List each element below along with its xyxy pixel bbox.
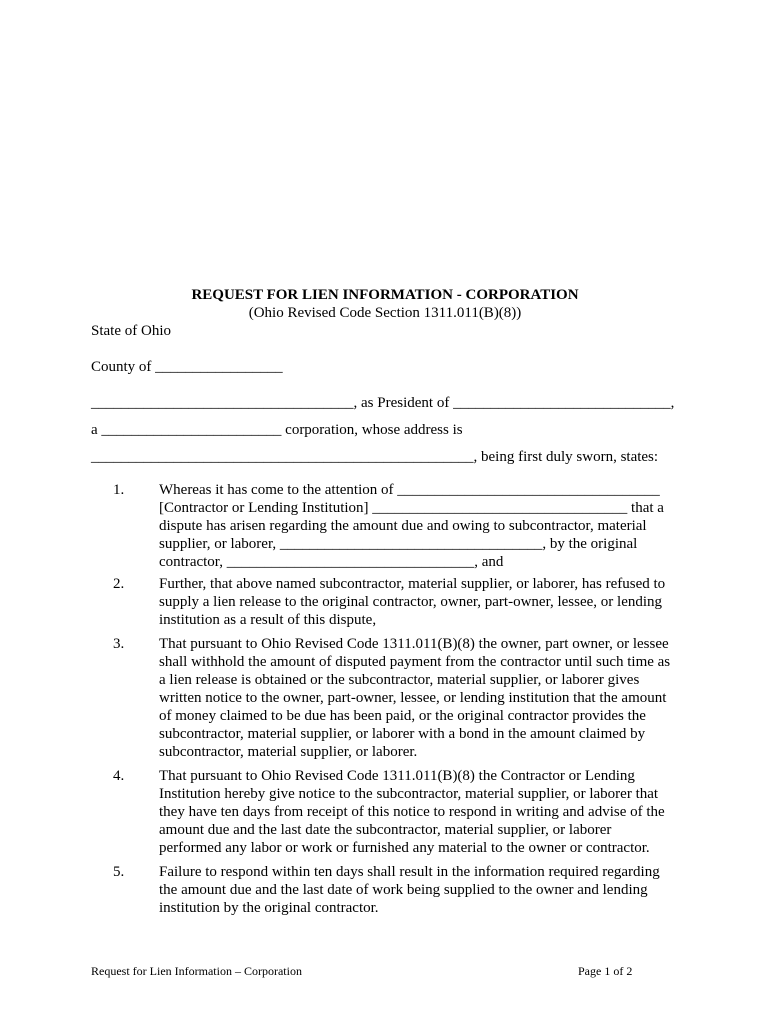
list-number: 2. <box>113 576 125 592</box>
paragraph-line: of money claimed to be due has been paid, or the original contractor provides the <box>159 708 646 724</box>
paragraph-line: the amount due and the last date of work being supplied to the owner and lending <box>159 882 648 898</box>
footer-page-number: Page 1 of 2 <box>578 964 633 978</box>
paragraph-line: Institution hereby give notice to the subcontractor, material supplier, or laborer that <box>159 786 659 802</box>
list-paragraph <box>159 481 679 571</box>
paragraph-line: subcontractor, material supplier, or laborer. <box>159 744 418 760</box>
document-subtitle: (Ohio Revised Code Section 1311.011(B)(8)) <box>248 305 522 321</box>
state-line: State of Ohio <box>91 323 171 339</box>
paragraph-line: supply a lien release to the original contractor, owner, part-owner, lessee, or lending <box>159 594 663 610</box>
county-line: County of _________________ <box>91 359 283 375</box>
paragraph-line: a lien release is obtained or the subcontractor, material supplier, or laborer gives <box>159 672 640 688</box>
paragraph-line: amount due and the last date the subcontractor, material supplier, or laborer <box>159 822 612 838</box>
paragraph-line: dispute has arisen regarding the amount due and owing to subcontractor, material <box>159 518 647 534</box>
paragraph-line: contractor, _________________________________, and <box>159 554 504 570</box>
paragraph-line: That pursuant to Ohio Revised Code 1311.011(B)(8) the Contractor or Lending <box>159 768 635 784</box>
list-number: 1. <box>113 482 125 498</box>
paragraph-line: Failure to respond within ten days shall result in the information required regarding <box>159 864 660 880</box>
list-paragraph <box>159 863 679 917</box>
paragraph-line: subcontractor, material supplier, or laborer with a bond in the amount claimed by <box>159 726 646 742</box>
affiant-line: ___________________________________, as President of _____________________________, <box>91 395 675 411</box>
paragraph-line: [Contractor or Lending Institution] __________________________________ that a <box>159 500 664 516</box>
list-number: 3. <box>113 636 125 652</box>
list-paragraph <box>159 767 679 857</box>
paragraph-line: institution by the original contractor. <box>159 900 379 916</box>
paragraph-line: they have ten days from receipt of this notice to respond in writing and advise of the <box>159 804 665 820</box>
list-number: 4. <box>113 768 125 784</box>
paragraph-line: written notice to the owner, part-owner, lessee, or lending institution that the amount <box>159 690 667 706</box>
list-paragraph <box>159 575 679 629</box>
corporation-line: a ________________________ corporation, whose address is <box>91 422 463 438</box>
address-line: ___________________________________________________, being first duly sworn, states: <box>91 449 659 465</box>
list-number: 5. <box>113 864 125 880</box>
document-title: REQUEST FOR LIEN INFORMATION - CORPORATION <box>191 287 579 303</box>
footer-document-title: Request for Lien Information – Corporation <box>91 964 302 978</box>
paragraph-line: Further, that above named subcontractor, material supplier, or laborer, has refused to <box>159 576 666 592</box>
paragraph-line: That pursuant to Ohio Revised Code 1311.011(B)(8) the owner, part owner, or lessee <box>159 636 669 652</box>
paragraph-line: performed any labor or work or furnished any material to the owner or contractor. <box>159 840 650 856</box>
list-paragraph <box>159 635 679 761</box>
paragraph-line: supplier, or laborer, ___________________________________, by the original <box>159 536 638 552</box>
paragraph-line: shall withhold the amount of disputed payment from the contractor until such time as <box>159 654 671 670</box>
paragraph-line: Whereas it has come to the attention of ___________________________________ <box>159 482 660 498</box>
paragraph-line: institution as a result of this dispute, <box>159 612 377 628</box>
